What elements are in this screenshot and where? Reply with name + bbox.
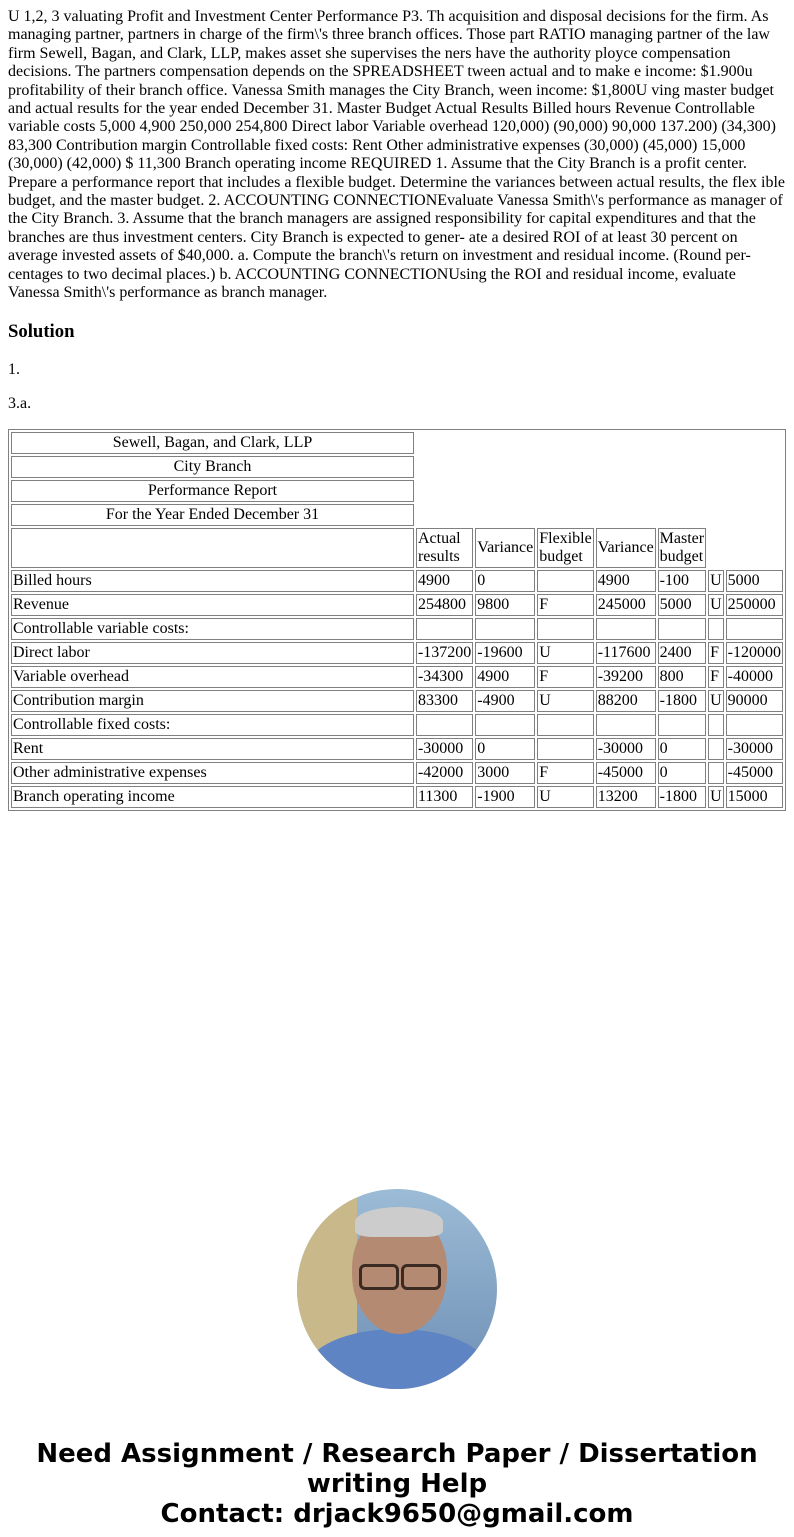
question-text: U 1,2, 3 valuating Profit and Investment Center Performance P3. Th acquisition and disposal decisions for the firm. As managing partner, partners in charge of the firm\'s three branch offices. Those part RATIO managing partner of the law firm Sewell, Bagan, and Clark, LLP, makes asset she supervises the ners have the authority ployce compensation decisions. The partners compensation depends on the SPREADSHEET tween actual and to make e income: $1.900u profitability of their branch office. Vanessa Smith manages the City Branch, ween income: $1,800U ving master budget and actual results for the year ended December 31. Master Budget Actual Results Billed hours Revenue Controllable variable costs 5,000 4,900 250,000 254,800 Direct labor Variable overhead 120,000) (90,000) 90,000 137.200) (34,300) 83,300 Contribution margin Controllable fixed costs: Rent Other administrative expenses (30,000) (45,000) 15,000 (30,000) (42,000) $ 11,300 Branch operating income REQUIRED 1. Assume that the City Branch is a profit center. Prepare a performance report that includes a flexible budget. Determine the variances between actual results, the flex ible budget, and the master budget. 2. ACCOUNTING CONNECTIONEvaluate Vanessa Smith\'s performance as manager of the City Branch. 3. Assume that the branch managers are assigned responsibility for capital expenditures and that the branches are thus investment centers. City Branch is expected to gener- ate a desired ROI of at least 30 percent on average invested assets of $40,000. a. Compute the branch\'s return on investment and residual income. (Round per- centages to two decimal places.) b. ACCOUNTING CONNECTIONUsing the ROI and residual income, evaluate Vanessa Smith\'s performance as branch manager.	[8, 8, 785, 302]
table-cell: 88200	[596, 690, 656, 712]
table-cell: -45000	[596, 762, 656, 784]
table-cell: 9800	[475, 594, 535, 616]
table-cell: 4900	[416, 570, 473, 592]
contact-line: Contact: drjack9650@gmail.com	[160, 1499, 634, 1530]
table-cell	[416, 714, 473, 736]
table-cell	[708, 618, 724, 640]
table-cell: 0	[658, 738, 706, 760]
table-cell: -1800	[658, 786, 706, 808]
table-cell: F	[537, 762, 593, 784]
header-row	[11, 528, 783, 568]
report-title: For the Year Ended December 31	[11, 504, 414, 526]
table-cell: -42000	[416, 762, 473, 784]
table-row	[11, 690, 783, 712]
table-cell: -19600	[475, 642, 535, 664]
table-cell: F	[537, 594, 593, 616]
title-row	[11, 504, 783, 526]
performance-report-table	[8, 429, 786, 811]
table-cell: 3000	[475, 762, 535, 784]
table-cell: F	[537, 666, 593, 688]
table-cell: 13200	[596, 786, 656, 808]
table-cell: -30000	[596, 738, 656, 760]
column-header: Flexible budget	[537, 528, 593, 568]
table-row	[11, 642, 783, 664]
step-3a-label: 3.a.	[8, 394, 32, 412]
table-cell: -120000	[726, 642, 783, 664]
table-cell	[708, 762, 724, 784]
table-cell: 15000	[726, 786, 783, 808]
table-cell: Billed hours	[11, 570, 414, 592]
table-row	[11, 738, 783, 760]
table-cell: 800	[658, 666, 706, 688]
table-cell	[726, 714, 783, 736]
table-cell	[537, 714, 593, 736]
table-cell	[416, 618, 473, 640]
title-row	[11, 456, 783, 478]
table-cell	[658, 618, 706, 640]
table-row	[11, 762, 783, 784]
report-title: Sewell, Bagan, and Clark, LLP	[11, 432, 414, 454]
column-header	[11, 528, 414, 568]
table-cell: U	[708, 570, 724, 592]
column-header: Variance	[475, 528, 535, 568]
table-cell: U	[708, 690, 724, 712]
table-cell: Variable overhead	[11, 666, 414, 688]
table-cell: 245000	[596, 594, 656, 616]
solution-heading: Solution	[8, 320, 75, 342]
table-row	[11, 594, 783, 616]
table-cell: 4900	[596, 570, 656, 592]
table-cell: -117600	[596, 642, 656, 664]
table-cell	[708, 738, 724, 760]
table-cell: 5000	[658, 594, 706, 616]
author-photo	[297, 1189, 497, 1389]
table-row	[11, 618, 783, 640]
promo-footer	[8, 1439, 786, 1529]
table-row	[11, 786, 783, 808]
title-row	[11, 480, 783, 502]
table-row	[11, 666, 783, 688]
table-cell	[475, 618, 535, 640]
table-cell: F	[708, 642, 724, 664]
table-cell: 0	[475, 570, 535, 592]
table-cell: 90000	[726, 690, 783, 712]
table-row	[11, 570, 783, 592]
table-cell: -30000	[416, 738, 473, 760]
table-cell	[537, 570, 593, 592]
table-cell: U	[708, 786, 724, 808]
table-cell	[537, 618, 593, 640]
promo-line: Need Assignment / Research Paper / Dissertation writing Help	[36, 1439, 758, 1500]
table-cell: -4900	[475, 690, 535, 712]
report-title: City Branch	[11, 456, 414, 478]
table-cell: Direct labor	[11, 642, 414, 664]
table-cell: -34300	[416, 666, 473, 688]
table-cell: -100	[658, 570, 706, 592]
table-cell: Contribution margin	[11, 690, 414, 712]
table-cell: U	[708, 594, 724, 616]
table-cell: F	[708, 666, 724, 688]
table-cell: Controllable variable costs:	[11, 618, 414, 640]
table-cell	[596, 618, 656, 640]
table-cell	[658, 714, 706, 736]
table-cell	[596, 714, 656, 736]
column-header: Actual results	[416, 528, 473, 568]
table-cell	[726, 618, 783, 640]
table-cell	[708, 714, 724, 736]
table-row	[11, 714, 783, 736]
table-cell: 0	[475, 738, 535, 760]
table-cell: 254800	[416, 594, 473, 616]
table-cell: -39200	[596, 666, 656, 688]
column-header: Master budget	[658, 528, 706, 568]
table-cell: 5000	[726, 570, 783, 592]
table-cell: U	[537, 690, 593, 712]
table-cell: -40000	[726, 666, 783, 688]
report-title: Performance Report	[11, 480, 414, 502]
step-1-label: 1.	[8, 360, 20, 378]
table-cell: U	[537, 642, 593, 664]
table-cell: 2400	[658, 642, 706, 664]
table-cell: -30000	[726, 738, 783, 760]
title-row	[11, 432, 783, 454]
table-cell: 11300	[416, 786, 473, 808]
table-cell: -1800	[658, 690, 706, 712]
table-cell: Revenue	[11, 594, 414, 616]
table-cell: U	[537, 786, 593, 808]
table-cell: -45000	[726, 762, 783, 784]
table-cell	[475, 714, 535, 736]
column-header: Variance	[596, 528, 656, 568]
table-cell: 4900	[475, 666, 535, 688]
table-cell	[537, 738, 593, 760]
table-cell: 0	[658, 762, 706, 784]
table-cell: -137200	[416, 642, 473, 664]
table-cell: Other administrative expenses	[11, 762, 414, 784]
table-cell: 250000	[726, 594, 783, 616]
table-cell: Controllable fixed costs:	[11, 714, 414, 736]
table-cell: -1900	[475, 786, 535, 808]
table-cell: Rent	[11, 738, 414, 760]
table-cell: Branch operating income	[11, 786, 414, 808]
table-cell: 83300	[416, 690, 473, 712]
